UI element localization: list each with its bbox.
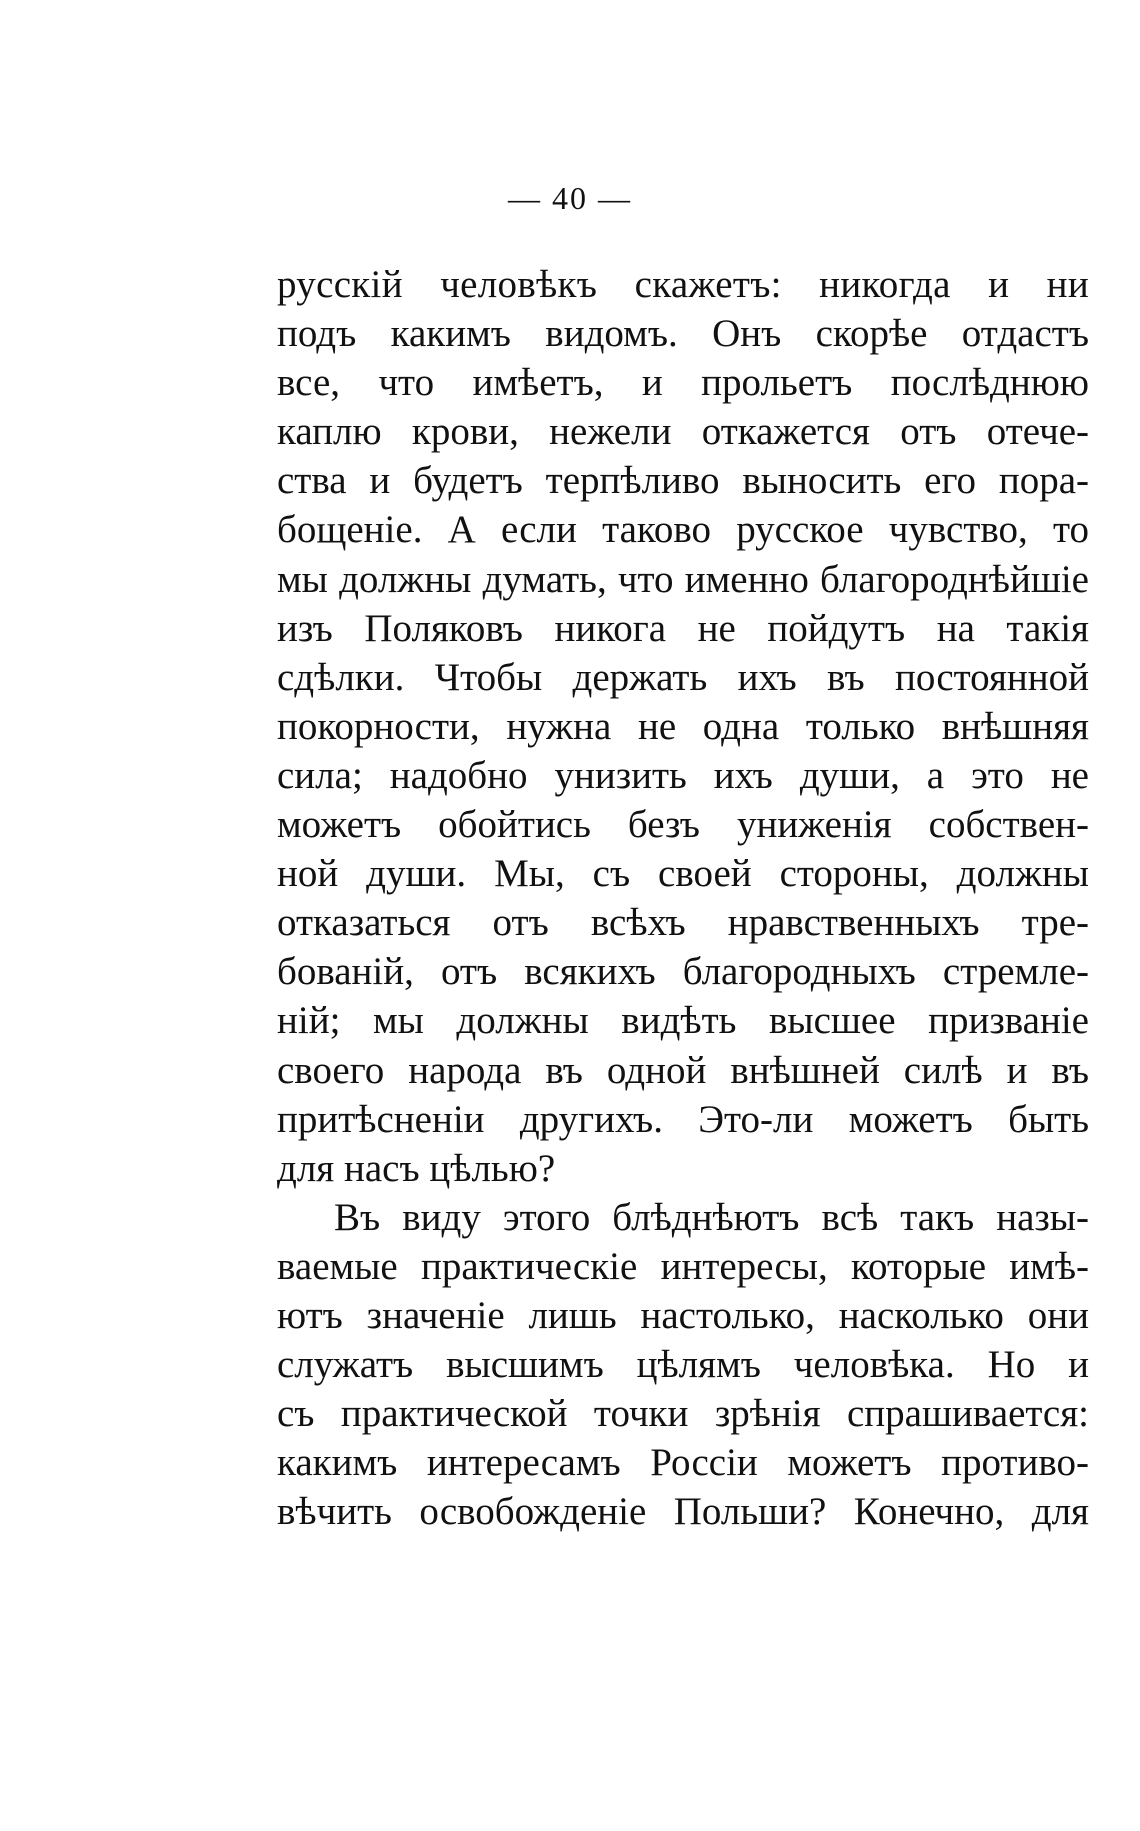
text-line: каплю крови, нежели откажется отъ отече- [277,410,1089,454]
text-line: бованій, отъ всякихъ благородныхъ стремле- [277,950,1089,994]
text-line: служатъ высшимъ цѣлямъ человѣка. Но и [277,1343,1089,1387]
text-line: можетъ обойтись безъ униженія собствен- [277,803,1089,847]
text-line: все, что имѣетъ, и прольетъ послѣднюю [277,361,1089,405]
page-number: — 40 — [508,180,632,216]
text-line: притѣсненіи другихъ. Это-ли можетъ быть [277,1097,1089,1141]
text-line: ній; мы должны видѣть высшее призваніе [277,999,1089,1043]
text-line: подъ какимъ видомъ. Онъ скорѣе отдастъ [277,312,1089,356]
text-line: отказаться отъ всѣхъ нравственныхъ тре- [277,901,1089,945]
text-line: бощеніе. А если таково русское чувство, то [277,508,1089,552]
text-line: ваемые практическіе интересы, которые имѣ- [277,1244,1089,1288]
text-line: сила; надобно унизить ихъ души, а это не [277,753,1089,797]
paragraph-end-line: для насъ цѣлью? [277,1146,556,1190]
text-line: ства и будетъ терпѣливо выносить его пора- [277,459,1089,503]
text-line: ной души. Мы, съ своей стороны, должны [277,852,1089,896]
text-line: русскій человѣкъ скажетъ: никогда и ни [277,263,1089,306]
text-line: сдѣлки. Чтобы держать ихъ въ постоянной [277,655,1089,699]
text-line: какимъ интересамъ Россіи можетъ противо- [277,1441,1089,1485]
text-line: съ практической точки зрѣнія спрашивается: [277,1392,1089,1436]
text-line: мы должны думать, что именно благороднѣйшіе [277,557,1089,601]
paragraph-start-line: Въ виду этого блѣднѣютъ всѣ такъ назы- [334,1195,1089,1239]
page-text [277,260,1089,1536]
text-line: изъ Поляковъ никога не пойдутъ на такія [277,606,1089,650]
text-line: ютъ значеніе лишь настолько, насколько они [277,1293,1089,1337]
text-line: вѣчить освобожденіе Польши? Конечно, для [277,1490,1089,1534]
text-line: своего народа въ одной внѣшней силѣ и въ [277,1048,1089,1092]
text-line: покорности, нужна не одна только внѣшняя [277,704,1089,748]
